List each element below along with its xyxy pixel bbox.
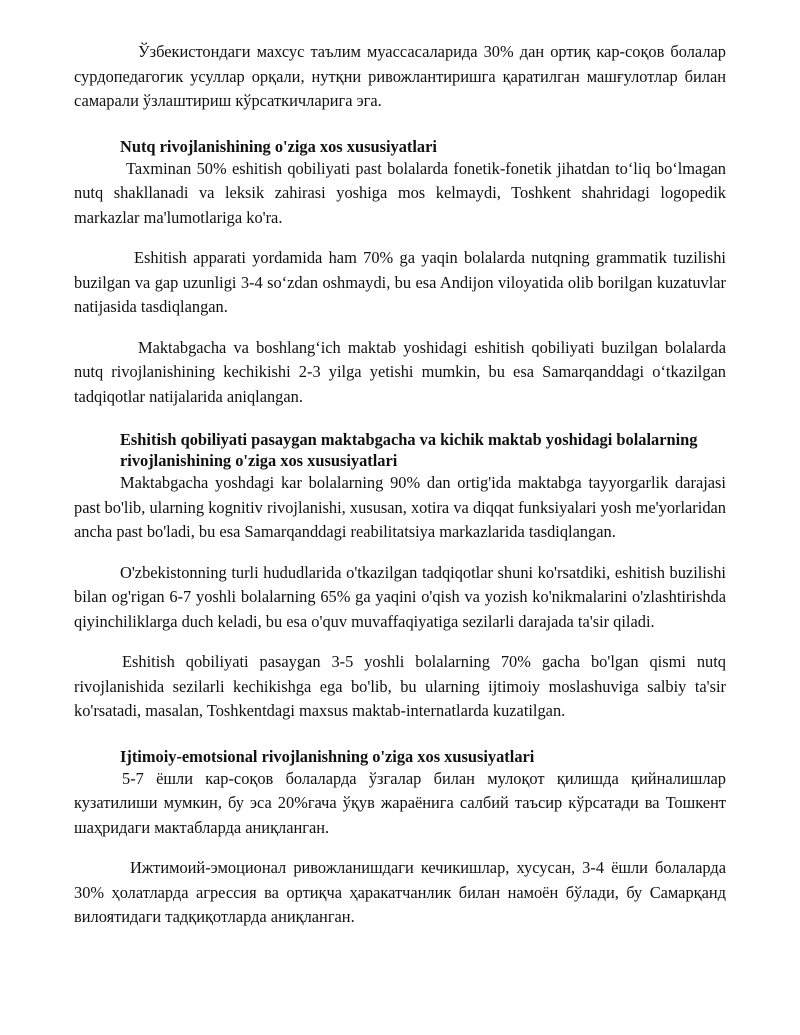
- document-page: [74, 40, 726, 930]
- paragraph-reading-writing-skills: O'zbekistonning turli hududlarida o'tkazilgan tadqiqotlar shuni ko'rsatdiki, eshitish buzilishi bilan og'rigan 6-7 yoshli bolalarning 65% ga yaqini o'qish va yozish ko'nikmalarini o'zlashtirishda qiyinchiliklarga duch keladi, bu esa o'quv muvaffaqiyatiga sezilarli darajada ta'sir qiladi.: [74, 562, 726, 631]
- paragraph-social-adaptation: Eshitish qobiliyati pasaygan 3-5 yoshli bolalarning 70% gacha bo'lgan qismi nutq rivojlanishida sezilarli kechikishga ega bo'lib, bu ularning ijtimoiy moslashuviga salbiy ta'sir ko'rsatadi, masalan, Toshkentdagi maxsus maktab-internatlarda kuzatilgan.: [74, 652, 726, 720]
- section-heading-speech-development: Nutq rivojlanishining o'ziga xos xususiyatlari: [120, 136, 437, 156]
- paragraph-speech-delay: Maktabgacha va boshlang‘ich maktab yoshidagi eshitish qobiliyati buzilgan bolalarda nutq rivojlanishining kechikishi 2-3 yilga yetishi mumkin, bu esa Samarqanddagi o‘tkazilgan tadqiqotlar natijalarida aniqlangan.: [74, 337, 726, 406]
- paragraph-special-education-uz: Ўзбекистондаги махсус таълим муассасаларида 30% дан ортиқ кар-соқов болалар сурдопедагогик усуллар орқали, нутқни ривожлантиришга қаратилган машғулотлар билан самарали ўзлаштириш кўрсаткичларига эга.: [74, 42, 726, 110]
- paragraph-school-readiness: Maktabgacha yoshdagi kar bolalarning 90% dan ortig'ida maktabga tayyorgarlik darajasi past bo'lib, ularning kognitiv rivojlanishi, xususan, xotira va diqqat funksiyalari yosh me'yorlaridan ancha past bo'ladi, bu esa Samarqanddagi reabilitatsiya markazlarida tasdiqlangan.: [74, 473, 726, 541]
- paragraph-communication-difficulties: 5-7 ёшли кар-соқов болаларда ўзгалар билан мулоқот қилишда қийналишлар кузатилиши мумкин, бу эса 20%гача ўқув жараёнига салбий таъсир кўрсатади ва Тошкент шаҳридаги мактабларда аниқланган.: [74, 768, 726, 837]
- section-heading-socio-emotional: Ijtimoiy-emotsional rivojlanishning o'ziga xos xususiyatlari: [120, 746, 535, 766]
- paragraph-grammatical-structure: Eshitish apparati yordamida ham 70% ga yaqin bolalarda nutqning grammatik tuzilishi buzilgan va gap uzunligi 3-4 so‘zdan oshmaydi, bu esa Andijon viloyatida olib borilgan kuzatuvlar natijasida tasdiqlangan.: [74, 248, 726, 316]
- paragraph-phonetic-speech: Taxminan 50% eshitish qobiliyati past bolalarda fonetik-fonetik jihatdan to‘liq bo‘lmagan nutq shakllanadi va leksik zahirasi yoshiga mos kelmaydi, Toshkent shahridagi logopedik markazlar ma'lumotlariga ko'ra.: [74, 158, 726, 227]
- paragraph-aggression-hyperactivity: Ижтимоий-эмоционал ривожланишдаги кечикишлар, хусусан, 3-4 ёшли болаларда 30% ҳолатларда агрессия ва ортиқча ҳаракатчанлик билан намоён бўлади, бу Самарқанд вилоятидаги тадқиқотларда аниқланган.: [74, 858, 726, 926]
- section-heading-preschool-development: Eshitish qobiliyati pasaygan maktabgacha va kichik maktab yoshidagi bolalarning rivojlanishining o'ziga xos xususiyatlari: [120, 430, 698, 470]
